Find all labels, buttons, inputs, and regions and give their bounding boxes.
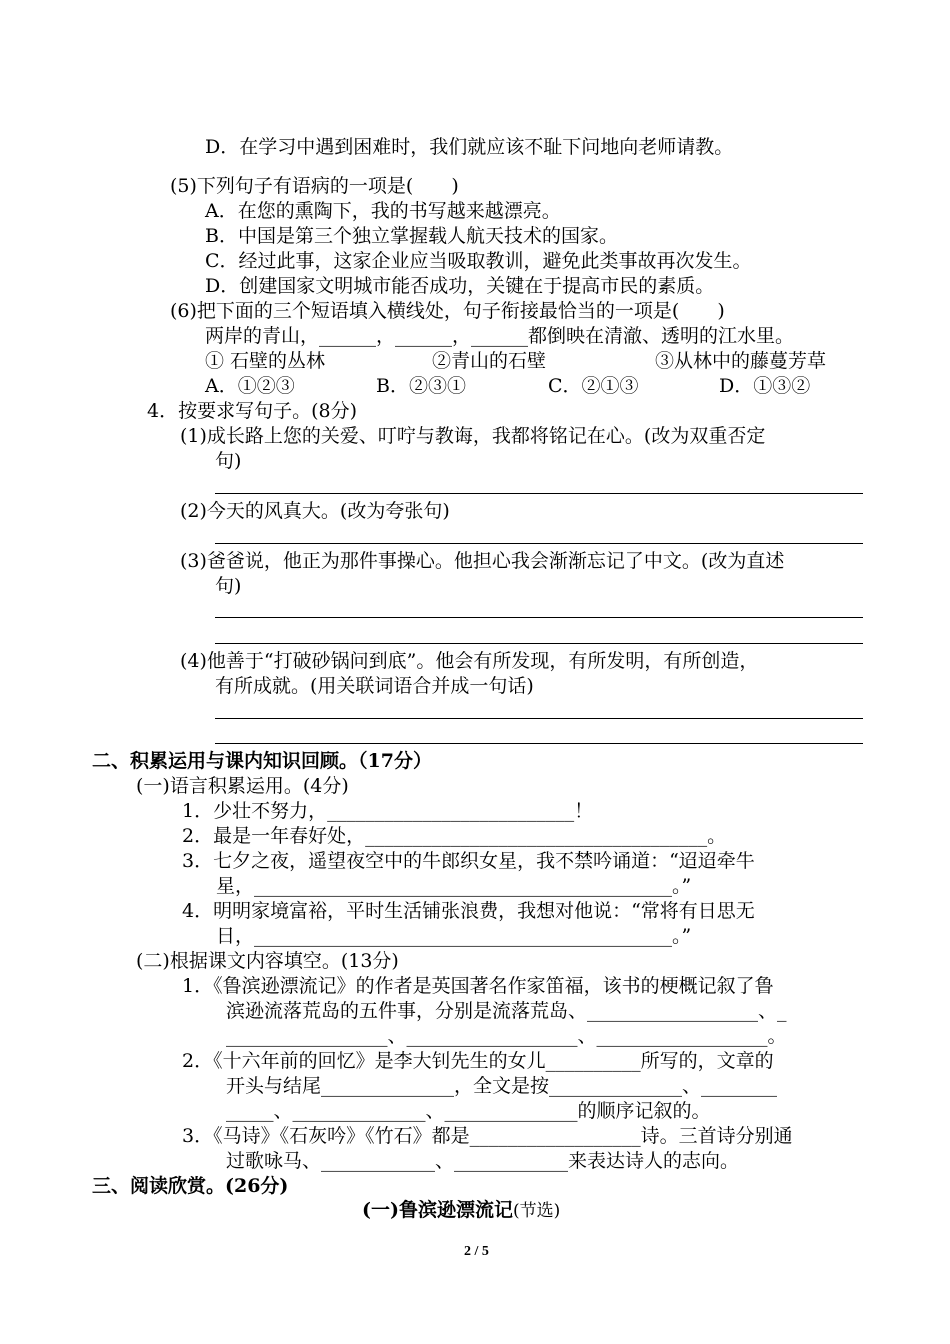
section3-title: 三、阅读欣赏。(26分) xyxy=(92,1175,289,1197)
part1-line-2: 2．最是一年春好处，____________________________________。 xyxy=(182,825,727,847)
answer-line[interactable] xyxy=(215,643,863,644)
answer-line[interactable] xyxy=(215,543,863,544)
section2-part2-title: (二)根据课文内容填空。(13分) xyxy=(136,950,399,972)
q6-phrase-1: ① 石壁的丛林 xyxy=(205,350,326,372)
part1-line-3: 3．七夕之夜，遥望夜空中的牛郎织女星，我不禁吟诵道：“迢迢牵牛 xyxy=(182,850,755,872)
q6-stem: (6)把下面的三个短语填入横线处，句子衔接最恰当的一项是( ) xyxy=(170,300,725,322)
q6-option-c: C．②①③ xyxy=(548,375,639,397)
q6-sentence: 两岸的青山，______，______，______都倒映在清澈、透明的江水里。 xyxy=(205,325,795,347)
q4-item1-line2: 句) xyxy=(215,450,242,472)
q4-item4-line2: 有所成就。(用关联词语合并成一句话) xyxy=(215,675,534,697)
q4-item1-line1: (1)成长路上您的关爱、叮咛与教诲，我都将铭记在心。(改为双重否定 xyxy=(180,425,766,447)
q4-item2-line1: (2)今天的风真大。(改为夸张句) xyxy=(180,500,450,522)
part2-line-2: 滨逊流落荒岛的五件事，分别是流落荒岛、__________________、_ xyxy=(226,1000,787,1022)
part2-line-5: 开头与结尾______________，全文是按______________、________ xyxy=(226,1075,778,1097)
q5-option-c: C．经过此事，这家企业应当吸取教训，避免此类事故再次发生。 xyxy=(205,250,752,272)
part2-line-7: 3．《马诗》《石灰吟》《竹石》都是__________________诗。三首诗分别通 xyxy=(182,1125,793,1147)
part1-line-6: 日，____________________________________________。” xyxy=(216,925,692,947)
part2-line-8: 过歌咏马、____________、____________来表达诗人的志向。 xyxy=(226,1150,740,1172)
reading-subtitle-main: (一)鲁滨逊漂流记 xyxy=(362,1199,513,1221)
q5-option-b: B．中国是第三个独立掌握载人航天技术的国家。 xyxy=(205,225,618,247)
page-number: 2 / 5 xyxy=(464,1244,489,1259)
answer-line[interactable] xyxy=(215,743,863,744)
q5-option-a: A．在您的熏陶下，我的书写越来越漂亮。 xyxy=(205,200,561,222)
part2-line-3: _________________、__________________、__________________。 xyxy=(226,1025,787,1047)
part2-line-6: _____、______________、______________的顺序记叙的。 xyxy=(226,1100,711,1122)
part1-line-1: 1．少壮不努力，__________________________！ xyxy=(182,800,594,822)
q6-option-a: A．①②③ xyxy=(205,375,295,397)
q6-option-d: D．①③② xyxy=(719,375,811,397)
answer-line[interactable] xyxy=(215,617,863,618)
q3-option-d: D．在学习中遇到困难时，我们就应该不耻下问地向老师请教。 xyxy=(205,136,734,158)
part1-line-5: 4．明明家境富裕，平时生活铺张浪费，我想对他说：“常将有日思无 xyxy=(182,900,755,922)
q4-item3-line2: 句) xyxy=(215,575,242,597)
q4-item3-line1: (3)爸爸说，他正为那件事操心。他担心我会渐渐忘记了中文。(改为直述 xyxy=(180,550,785,572)
q6-option-b: B．②③① xyxy=(376,375,466,397)
q6-phrase-2: ②青山的石壁 xyxy=(432,350,547,372)
answer-line[interactable] xyxy=(215,493,863,494)
part1-line-4: 星，____________________________________________。” xyxy=(216,875,692,897)
reading-subtitle xyxy=(362,1198,560,1223)
q4-item4-line1: (4)他善于“打破砂锅问到底”。他会有所发现，有所发明，有所创造， xyxy=(180,650,759,672)
q6-phrase-3: ③从林中的藤蔓芳草 xyxy=(655,350,827,372)
part2-line-4: 2．《十六年前的回忆》是李大钊先生的女儿__________所写的，文章的 xyxy=(182,1050,774,1072)
part2-line-1: 1．《鲁滨逊漂流记》的作者是英国著名作家笛福，该书的梗概记叙了鲁 xyxy=(182,975,774,997)
q5-stem: (5)下列句子有语病的一项是( ) xyxy=(170,175,459,197)
answer-line[interactable] xyxy=(215,718,863,719)
q5-option-d: D．创建国家文明城市能否成功，关键在于提高市民的素质。 xyxy=(205,275,715,297)
section2-part1-title: (一)语言积累运用。(4分) xyxy=(136,775,349,797)
q4-title: 4．按要求写句子。(8分) xyxy=(147,400,358,422)
reading-subtitle-note: (节选) xyxy=(512,1201,561,1221)
section2-title: 二、积累运用与课内知识回顾。（17分） xyxy=(92,750,432,772)
